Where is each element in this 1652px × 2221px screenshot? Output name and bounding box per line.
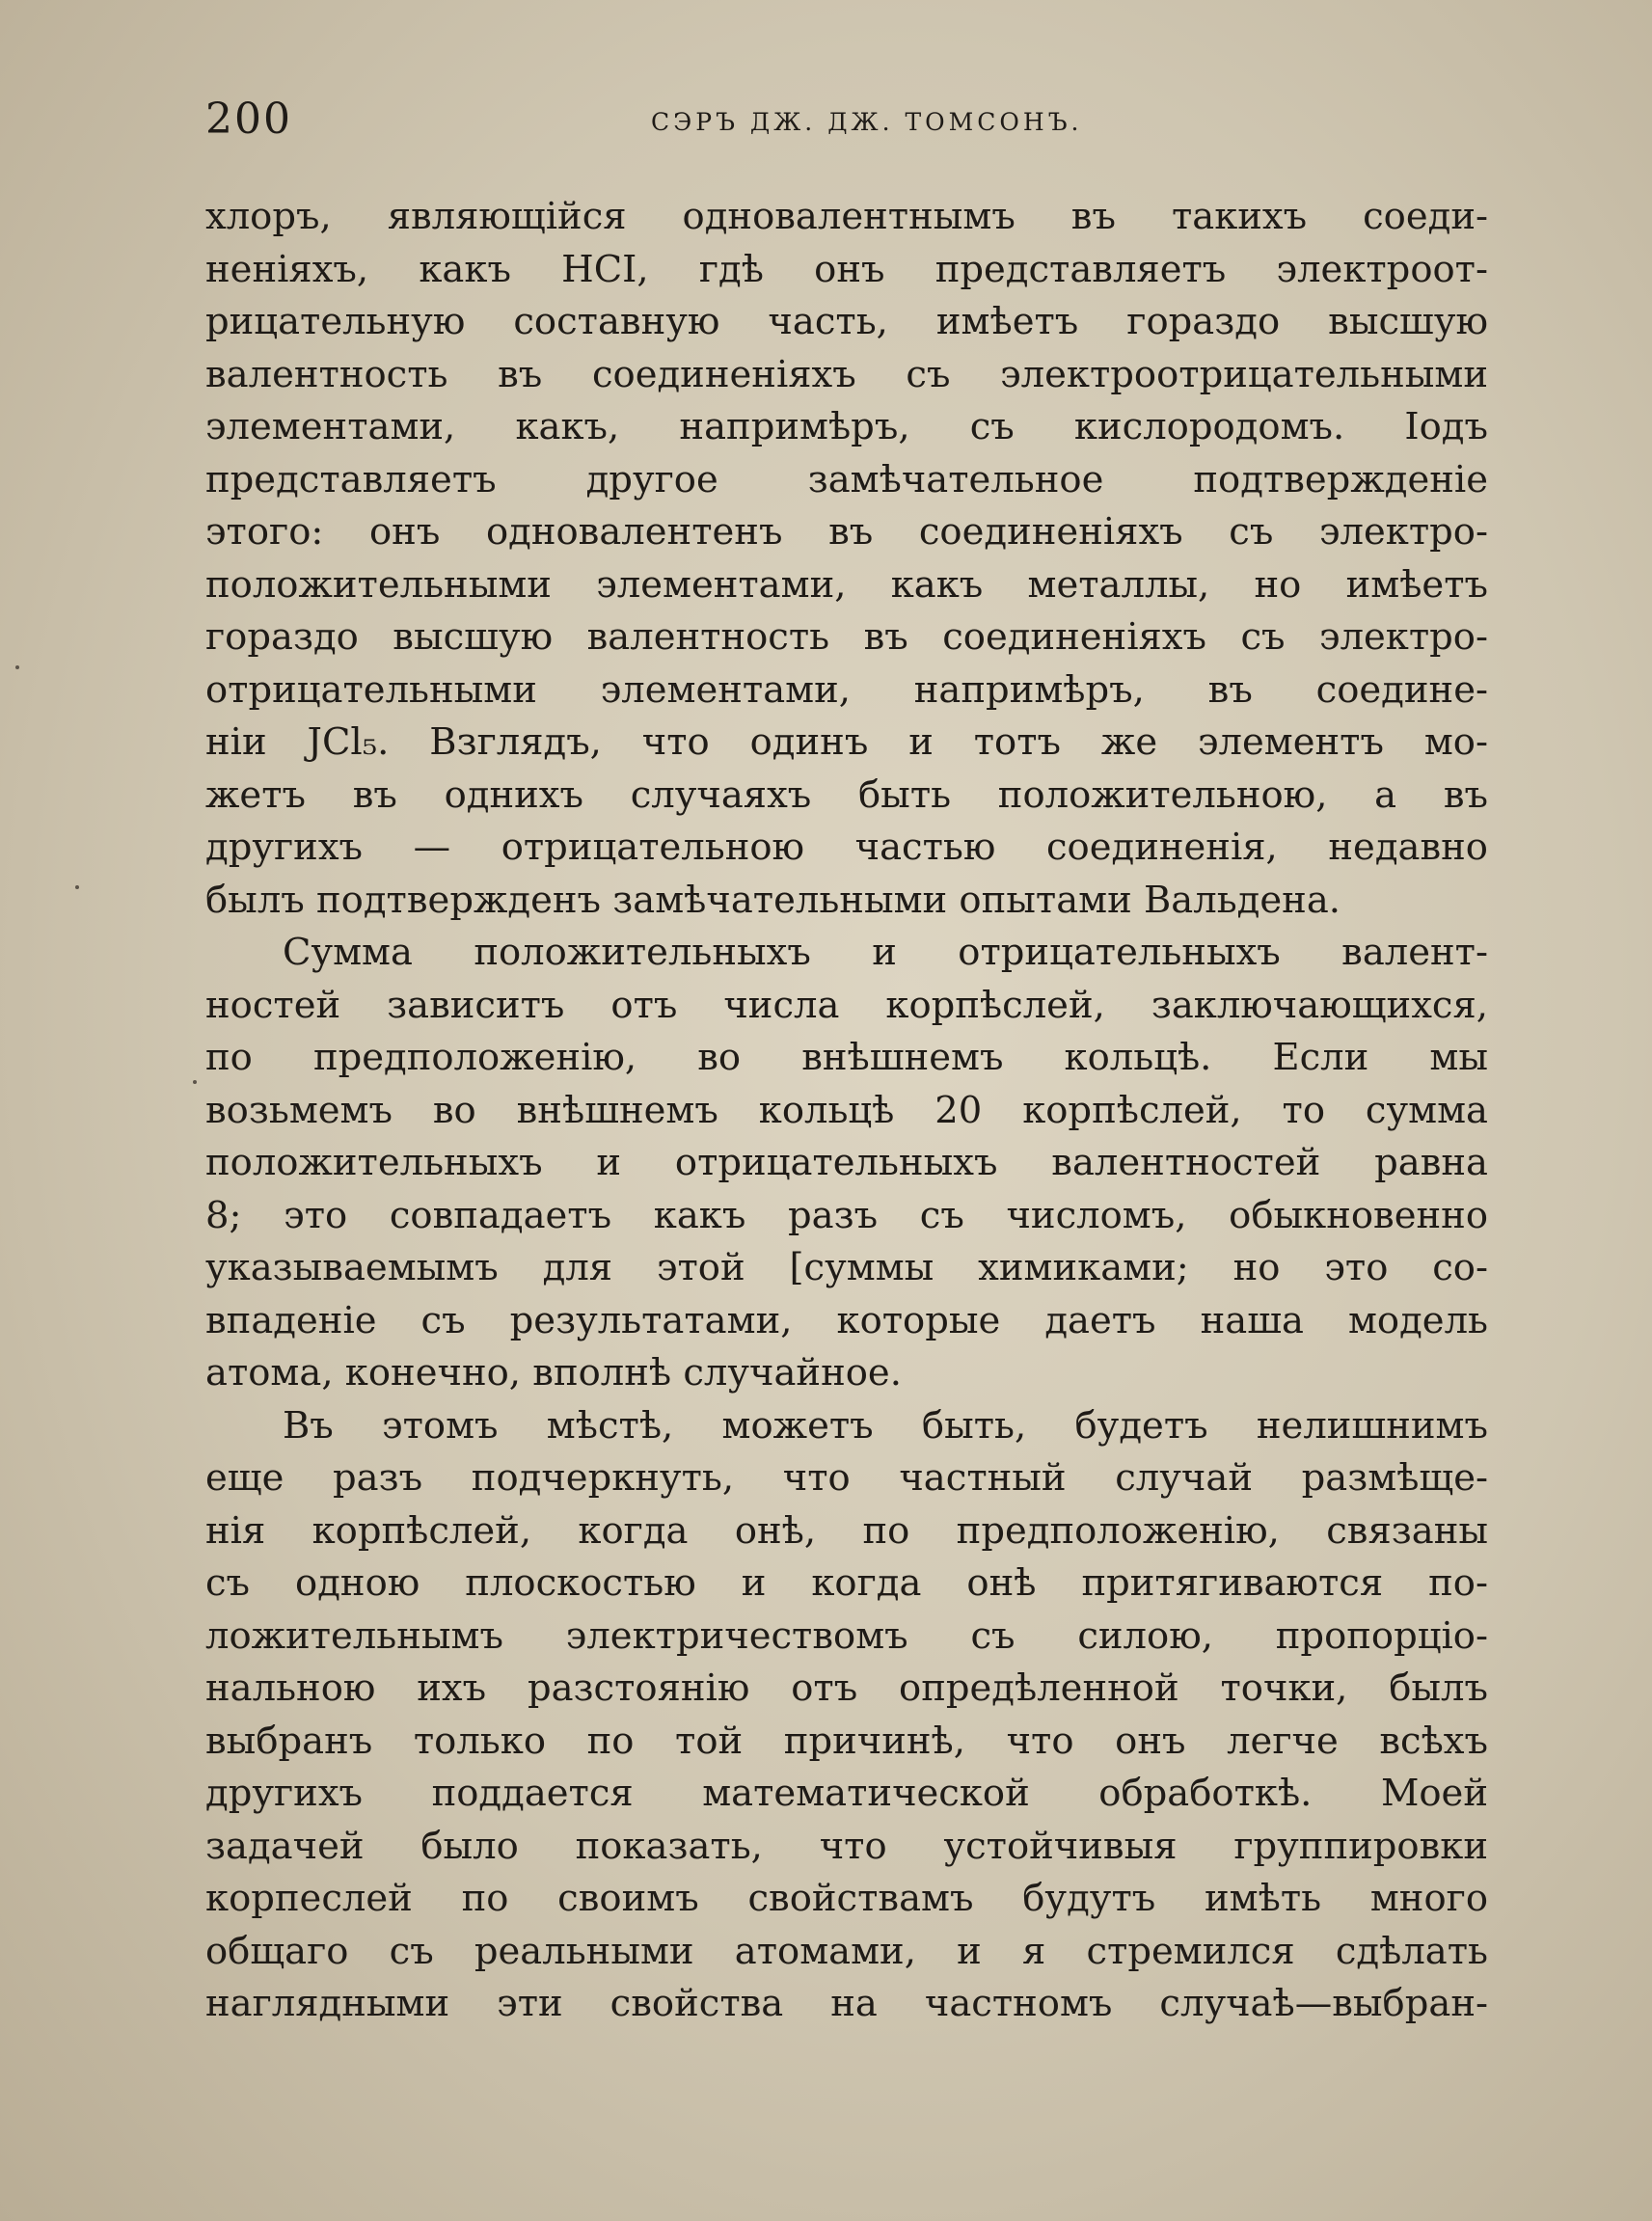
text-line: валентность въ соединеніяхъ съ электроотрицательными (205, 352, 1488, 396)
text-line: еще разъ подчеркнуть, что частный случай размѣще- (205, 1456, 1488, 1500)
body-text (205, 191, 1488, 2031)
text-line: возьмемъ во внѣшнемъ кольцѣ 20 корпѣслей, то сумма (205, 1088, 1488, 1132)
paper-speck (75, 885, 79, 889)
text-line: наглядными эти свойства на частномъ случаѣ—выбран- (205, 1982, 1488, 2025)
text-line: общаго съ реальными атомами, и я стремился сдѣлать (205, 1929, 1488, 1973)
paper-speck (193, 1080, 197, 1084)
text-line: положительныхъ и отрицательныхъ валентностей равна (205, 1141, 1488, 1184)
text-line: Сумма положительныхъ и отрицательныхъ валент- (283, 931, 1488, 974)
text-line: нія корпѣслей, когда онѣ, по предположенію, связаны (205, 1508, 1488, 1553)
text-line: съ одною плоскостью и когда онѣ притягиваются по- (205, 1561, 1488, 1605)
text-line: нальною ихъ разстоянію отъ опредѣленной точки, былъ (205, 1666, 1488, 1710)
running-head (205, 95, 1478, 152)
text-line: положительными элементами, какъ металлы, но имѣетъ (205, 562, 1488, 607)
text-line: этого: онъ одновалентенъ въ соединеніяхъ съ электро- (205, 510, 1488, 554)
text-line: другихъ поддается математической обработкѣ. Моей (205, 1772, 1488, 1815)
text-line: рицательную составную часть, имѣетъ гораздо высшую (205, 300, 1488, 343)
text-line: неніяхъ, какъ HCI, гдѣ онъ представляетъ электроот- (205, 247, 1488, 291)
text-line: выбранъ только по той причинѣ, что онъ легче всѣхъ (205, 1719, 1488, 1763)
text-line: представляетъ другое замѣчательное подтвержденіе (205, 457, 1488, 501)
text-line: хлоръ, являющійся одновалентнымъ въ такихъ соеди- (205, 195, 1488, 238)
text-line: другихъ — отрицательною частью соединенія, недавно (205, 826, 1488, 869)
text-line: ложительнымъ электричествомъ съ силою, пропорціо- (205, 1613, 1488, 1658)
text-line: впаденіе съ результатами, которые даетъ наша модель (205, 1298, 1488, 1342)
text-line: по предположенію, во внѣшнемъ кольцѣ. Если мы (205, 1036, 1488, 1079)
text-line: Въ этомъ мѣстѣ, можетъ быть, будетъ нелишнимъ (283, 1403, 1488, 1448)
text-line: отрицательными элементами, напримѣръ, въ соедине- (205, 667, 1488, 712)
text-line: жетъ въ однихъ случаяхъ быть положительною, а въ (205, 772, 1488, 817)
paper-speck (15, 665, 19, 669)
text-line: былъ подтвержденъ замѣчательными опытами Вальдена. (205, 878, 1341, 922)
running-title: СЭРЪ ДЖ. ДЖ. ТОМСОНЪ. (651, 108, 1083, 136)
text-line: 8; это совпадаетъ какъ разъ съ числомъ, обыкновенно (205, 1193, 1488, 1237)
text-line: элементами, какъ, напримѣръ, съ кислородомъ. Іодъ (205, 405, 1488, 448)
text-line: гораздо высшую валентность въ соединеніяхъ съ электро- (205, 615, 1488, 659)
text-line: указываемымъ для этой [суммы химиками; но это со- (205, 1246, 1488, 1289)
text-line: атома, конечно, вполнѣ случайное. (205, 1351, 902, 1395)
page-number: 200 (205, 95, 292, 144)
text-line: корпеслей по своимъ свойствамъ будутъ имѣть много (205, 1877, 1488, 1920)
text-line: ніи JCl₅. Взглядъ, что одинъ и тотъ же элементъ мо- (205, 720, 1488, 764)
text-line: задачей было показать, что устойчивыя группировки (205, 1824, 1488, 1868)
text-line: ностей зависитъ отъ числа корпѣслей, заключающихся, (205, 983, 1488, 1027)
